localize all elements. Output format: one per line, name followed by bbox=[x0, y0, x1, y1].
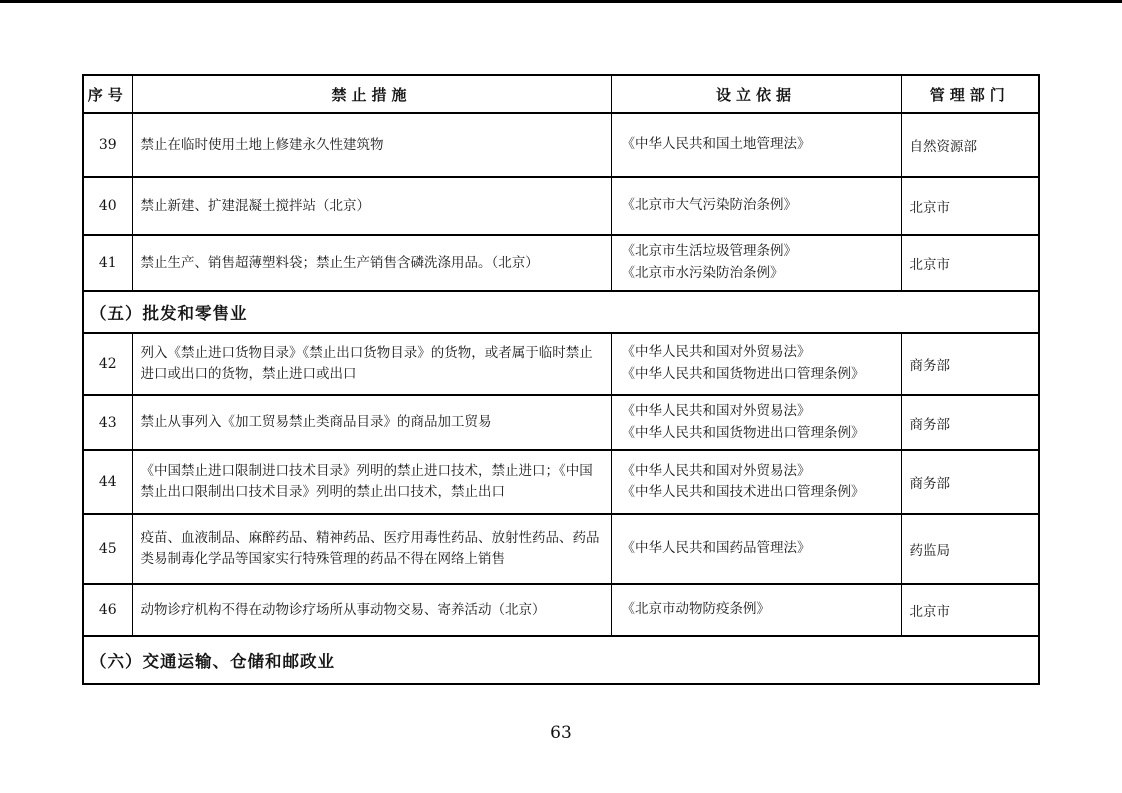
measure-text: 疫苗、血液制品、麻醉药品、精神药品、医疗用毒性药品、放射性药品、药品类易制毒化学品等国家实行特殊管理的药品不得在网络上销售 bbox=[132, 514, 611, 584]
section-header: （六）交通运输、仓储和邮政业 bbox=[83, 636, 1039, 684]
measure-text: 禁止从事列入《加工贸易禁止类商品目录》的商品加工贸易 bbox=[132, 395, 611, 450]
basis-line: 《北京市动物防疫条例》 bbox=[621, 601, 770, 618]
row-number: 45 bbox=[83, 514, 132, 584]
table-row bbox=[83, 235, 1039, 291]
table-row bbox=[83, 450, 1039, 514]
row-number: 44 bbox=[83, 450, 132, 514]
basis-line: 《中华人民共和国对外贸易法》 bbox=[621, 462, 811, 479]
header-cell-no: 序号 bbox=[83, 75, 132, 113]
section-header: （五）批发和零售业 bbox=[83, 291, 1039, 333]
prohibition-table bbox=[82, 74, 1040, 685]
measure-text: 禁止新建、扩建混凝土搅拌站（北京） bbox=[132, 177, 611, 235]
department-text: 药监局 bbox=[901, 514, 1039, 584]
basis-cell bbox=[611, 584, 901, 636]
page-number: 63 bbox=[550, 723, 572, 743]
table-row bbox=[83, 514, 1039, 584]
header-cell-department: 管理部门 bbox=[901, 75, 1039, 113]
department-text: 北京市 bbox=[901, 177, 1039, 235]
basis-line: 《中华人民共和国货物进出口管理条例》 bbox=[621, 366, 865, 382]
basis-cell bbox=[611, 450, 901, 514]
basis-cell bbox=[611, 177, 901, 235]
table-row bbox=[83, 333, 1039, 395]
table-row bbox=[83, 584, 1039, 636]
table-row bbox=[83, 113, 1039, 177]
basis-line: 《北京市水污染防治条例》 bbox=[621, 265, 784, 281]
department-text: 商务部 bbox=[901, 395, 1039, 450]
measure-text: 禁止在临时使用土地上修建永久性建筑物 bbox=[132, 113, 611, 177]
department-text: 北京市 bbox=[901, 235, 1039, 291]
department-text: 自然资源部 bbox=[901, 113, 1039, 177]
row-number: 39 bbox=[83, 113, 132, 177]
row-number: 42 bbox=[83, 333, 132, 395]
basis-line: 《北京市生活垃圾管理条例》 bbox=[621, 243, 797, 260]
measure-text: 禁止生产、销售超薄塑料袋；禁止生产销售含磷洗涤用品。（北京） bbox=[132, 235, 611, 291]
basis-line: 《中华人民共和国土地管理法》 bbox=[621, 136, 811, 153]
department-text: 北京市 bbox=[901, 584, 1039, 636]
header-cell-basis: 设立依据 bbox=[611, 75, 901, 113]
basis-line: 《中华人民共和国对外贸易法》 bbox=[621, 344, 811, 361]
table-header-row bbox=[83, 75, 1039, 113]
basis-cell bbox=[611, 514, 901, 584]
row-number: 41 bbox=[83, 235, 132, 291]
basis-line: 《中华人民共和国对外贸易法》 bbox=[621, 403, 811, 419]
row-number: 43 bbox=[83, 395, 132, 450]
header-cell-measure: 禁止措施 bbox=[132, 75, 611, 113]
department-text: 商务部 bbox=[901, 450, 1039, 514]
basis-cell bbox=[611, 113, 901, 177]
basis-line: 《北京市大气污染防治条例》 bbox=[621, 197, 797, 214]
section-row bbox=[83, 636, 1039, 684]
section-row bbox=[83, 291, 1039, 333]
row-number: 40 bbox=[83, 177, 132, 235]
measure-text: 动物诊疗机构不得在动物诊疗场所从事动物交易、寄养活动（北京） bbox=[132, 584, 611, 636]
basis-cell bbox=[611, 333, 901, 395]
table-body bbox=[83, 113, 1039, 684]
basis-cell bbox=[611, 395, 901, 450]
basis-line: 《中华人民共和国药品管理法》 bbox=[621, 540, 811, 557]
measure-text: 列入《禁止进口货物目录》《禁止出口货物目录》的货物，或者属于临时禁止进口或出口的货物，禁止进口或出口 bbox=[132, 333, 611, 395]
page-top-border bbox=[0, 0, 1122, 3]
row-number: 46 bbox=[83, 584, 132, 636]
basis-line: 《中华人民共和国货物进出口管理条例》 bbox=[621, 424, 865, 441]
table-row bbox=[83, 395, 1039, 450]
basis-cell bbox=[611, 235, 901, 291]
department-text: 商务部 bbox=[901, 333, 1039, 395]
basis-line: 《中华人民共和国技术进出口管理条例》 bbox=[621, 484, 865, 501]
measure-text: 《中国禁止进口限制进口技术目录》列明的禁止进口技术，禁止进口；《中国禁止出口限制出口技术目录》列明的禁止出口技术，禁止出口 bbox=[132, 450, 611, 514]
table-row bbox=[83, 177, 1039, 235]
